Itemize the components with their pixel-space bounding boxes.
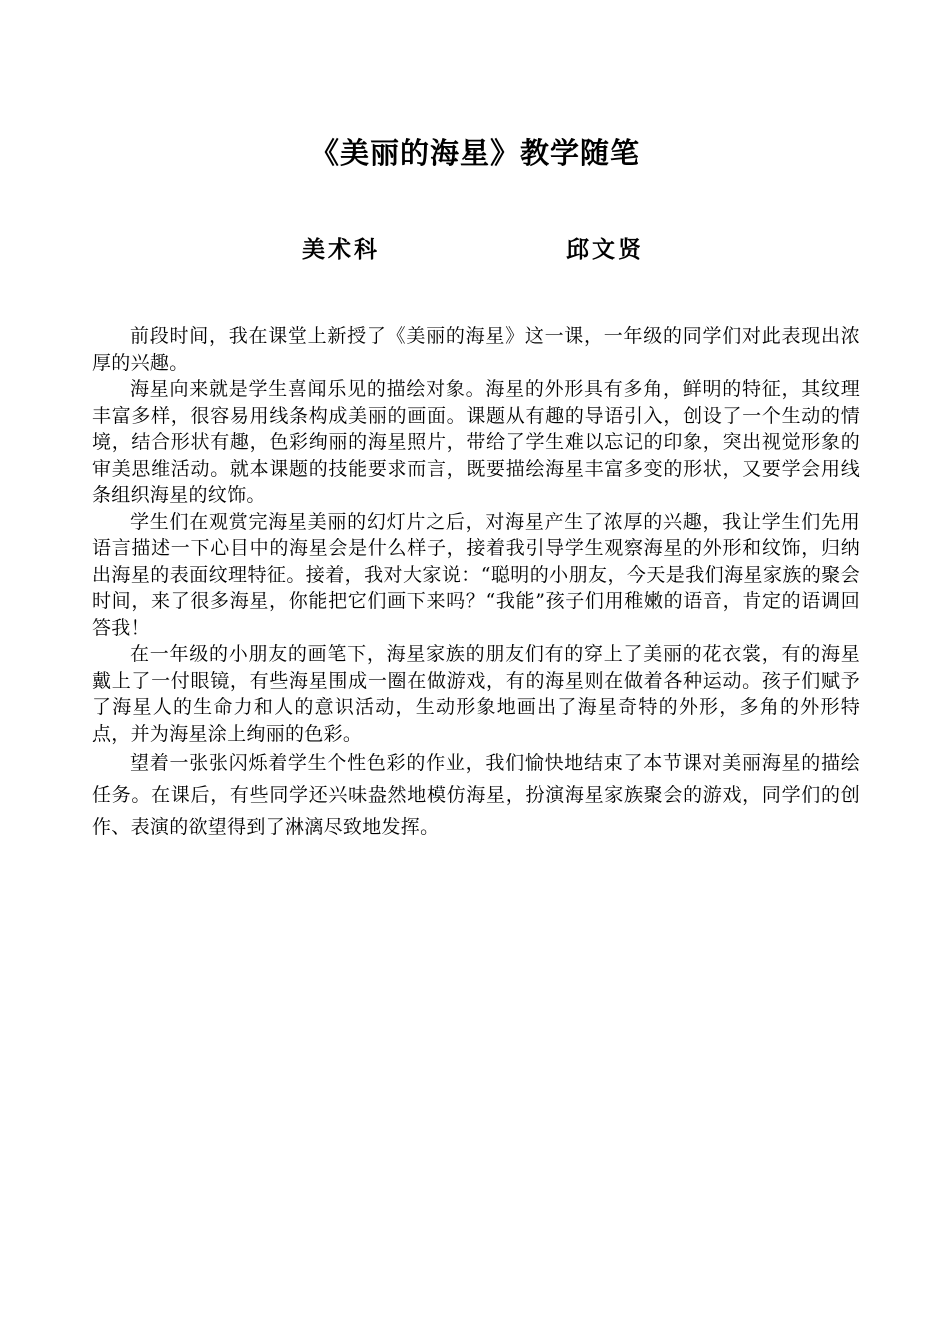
paragraph: 学生们在观赏完海星美丽的幻灯片之后，对海星产生了浓厚的兴趣，我让学生们先用语言描述一下心目中的海星会是什么样子，接着我引导学生观察海星的外形和纹饰，归纳出海星的表面纹理特征。接着，我对大家说：“聪明的小朋友，今天是我们海星家族的聚会时间，来了很多海星，你能把它们画下来吗？“我能”孩子们用稚嫩的语音，肯定的语调回答我！ bbox=[92, 510, 860, 639]
department-label: 美术科 bbox=[302, 237, 380, 263]
byline bbox=[0, 232, 950, 268]
paragraph: 在一年级的小朋友的画笔下，海星家族的朋友们有的穿上了美丽的花衣裳，有的海星戴上了一付眼镜，有些海星围成一圈在做游戏，有的海星则在做着各种运动。孩子们赋予了海星人的生命力和人的意识活动，生动形象地画出了海星奇特的外形，多角的外形特点，并为海星涂上绚丽的色彩。 bbox=[92, 643, 860, 745]
essay-body bbox=[92, 323, 860, 843]
paragraph: 海星向来就是学生喜闻乐见的描绘对象。海星的外形具有多角，鲜明的特征，其纹理丰富多样，很容易用线条构成美丽的画面。课题从有趣的导语引入，创设了一个生动的情境，结合形状有趣，色彩绚丽的海星照片，带给了学生难以忘记的印象，突出视觉形象的审美思维活动。就本课题的技能要求而言，既要描绘海星丰富多变的形状，又要学会用线条组织海星的纹饰。 bbox=[92, 378, 860, 506]
document-title: 《美丽的海星》教学随笔 bbox=[309, 136, 640, 170]
paragraph: 前段时间，我在课堂上新授了《美丽的海星》这一课，一年级的同学们对此表现出浓厚的兴趣。 bbox=[92, 325, 860, 374]
author-name: 邱文贤 bbox=[566, 237, 644, 263]
paragraph: 望着一张张闪烁着学生个性色彩的作业，我们愉快地结束了本节课对美丽海星的描绘任务。在课后，有些同学还兴味盎然地模仿海星，扮演海星家族聚会的游戏，同学们的创作、表演的欲望得到了淋漓尽致地发挥。 bbox=[92, 752, 860, 838]
